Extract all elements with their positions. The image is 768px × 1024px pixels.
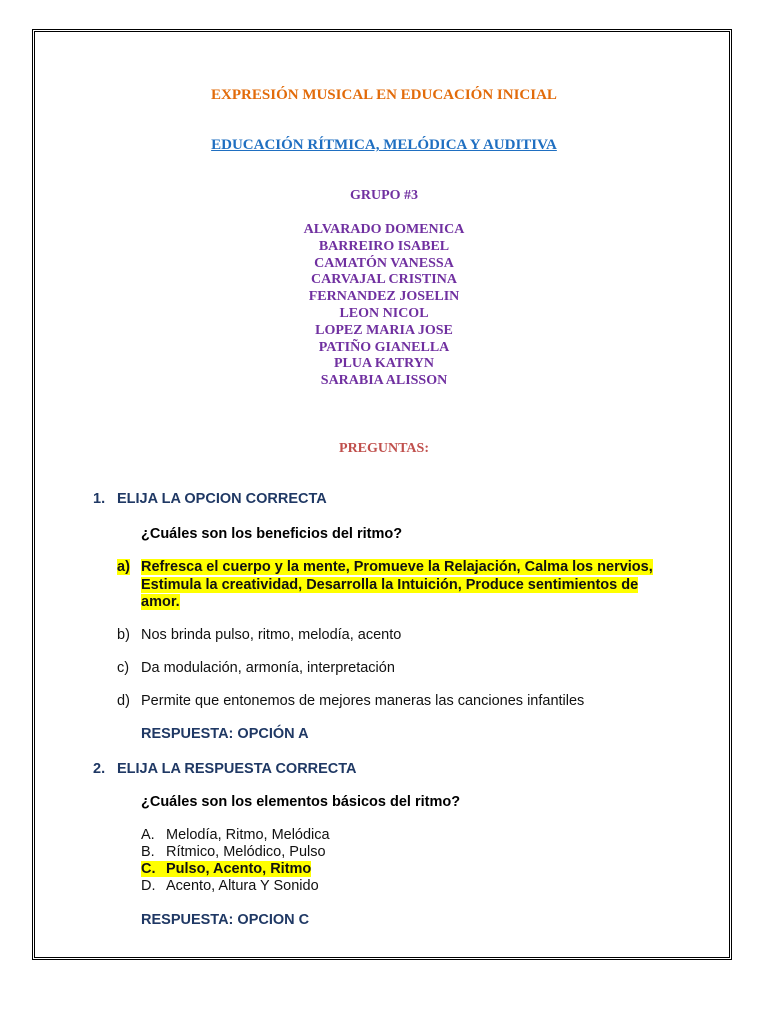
question-number: 2. (93, 761, 106, 777)
option-text: Refresca el cuerpo y la mente, Promueve la Relajación, Calma los nervios, Estimula la creatividad, Desarrolla la Intuición, Produce sentimientos de amor. (141, 559, 653, 610)
document-title: EXPRESIÓN MUSICAL EN EDUCACIÓN INICIAL (211, 87, 557, 103)
option-b: B. Rítmico, Melódico, Pulso (141, 844, 326, 860)
option-c: C. Pulso, Acento, Ritmo (141, 861, 312, 877)
member-name: ALVARADO DOMENICA (303, 222, 465, 237)
option-label: b) (117, 627, 130, 643)
option-a: A. Melodía, Ritmo, Melódica (141, 827, 330, 843)
member-name: LEON NICOL (339, 305, 429, 321)
member-name: PLUA KATRYN (334, 356, 434, 372)
question-2-options (141, 827, 330, 895)
question-1-answer: RESPUESTA: OPCIÓN A (141, 726, 309, 742)
option-label: a) (117, 559, 130, 575)
member-name: CARVAJAL CRISTINA (311, 272, 457, 288)
option-text: Nos brinda pulso, ritmo, melodía, acento (141, 627, 402, 643)
member-name: PATIÑO GIANELLA (318, 339, 450, 355)
member-list (0, 222, 768, 390)
question-title: ELIJA LA OPCION CORRECTA (117, 491, 327, 507)
document-subtitle: EDUCACIÓN RÍTMICA, MELÓDICA Y AUDITIVA (211, 137, 557, 153)
option-text: Permite que entonemos de mejores maneras las canciones infantiles (141, 693, 585, 709)
member-name: CAMATÓN VANESSA (314, 255, 454, 271)
member-name: SARABIA ALISSON (320, 373, 448, 389)
question-2-text: ¿Cuáles son los elementos básicos del ritmo? (141, 794, 461, 810)
question-2-answer: RESPUESTA: OPCION C (141, 912, 310, 928)
option-label: c) (117, 660, 130, 676)
option-d: D. Acento, Altura Y Sonido (141, 878, 319, 894)
member-name: BARREIRO ISABEL (318, 238, 450, 254)
option-text: Da modulación, armonía, interpretación (141, 660, 395, 676)
member-name: FERNANDEZ JOSELIN (308, 289, 460, 305)
member-name: LOPEZ MARIA JOSE (315, 322, 453, 338)
section-heading: PREGUNTAS: (339, 441, 429, 456)
option-label: d) (117, 693, 130, 709)
question-title: ELIJA LA RESPUESTA CORRECTA (117, 761, 357, 777)
question-number: 1. (93, 491, 106, 507)
question-1-text: ¿Cuáles son los beneficios del ritmo? (141, 526, 403, 542)
group-label: GRUPO #3 (349, 188, 419, 203)
